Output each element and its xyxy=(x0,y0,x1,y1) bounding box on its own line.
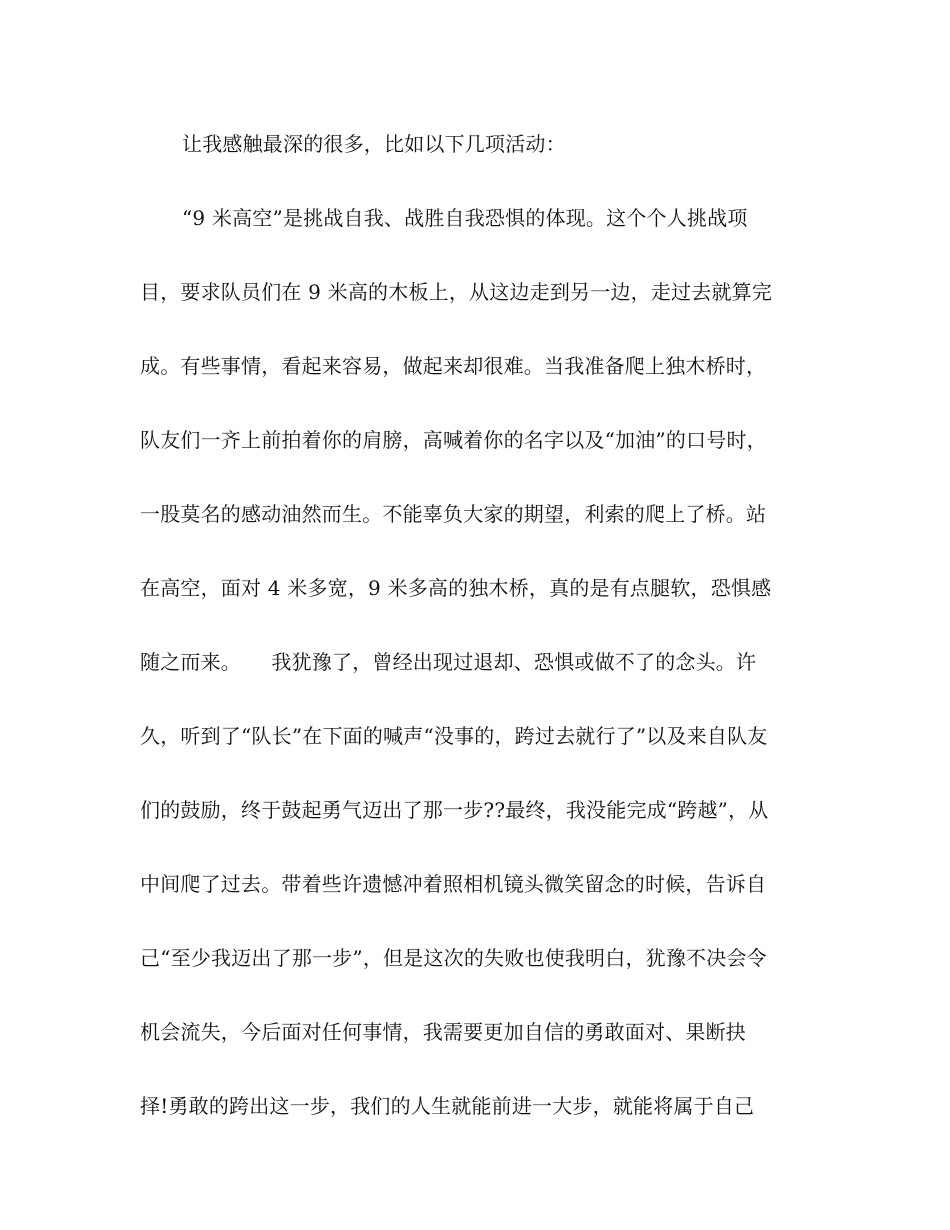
paragraph-line: 成。有些事情，看起来容易，做起来却很难。当我准备爬上独木桥时， xyxy=(140,354,767,378)
paragraph-line: 目，要求队员们在 9 米高的木板上，从这边走到另一边，走过去就算完 xyxy=(140,280,773,304)
paragraph-intro-line: 让我感触最深的很多，比如以下几项活动： xyxy=(182,132,566,156)
paragraph-line: 一股莫名的感动油然而生。不能辜负大家的期望，利索的爬上了桥。站 xyxy=(140,502,767,526)
paragraph-line: 队友们一齐上前拍着你的肩膀，高喊着你的名字以及“加油”的口号时， xyxy=(140,428,767,452)
paragraph-line: 机会流失，今后面对任何事情，我需要更加自信的勇敢面对、果断抉 xyxy=(140,1020,746,1044)
paragraph-line: 择!勇敢的跨出这一步，我们的人生就能前进一大步，就能将属于自己 xyxy=(140,1094,755,1118)
paragraph-line: 久，听到了“队长”在下面的喊声“没事的，跨过去就行了”以及来自队友 xyxy=(140,724,768,748)
paragraph-line: “9 米高空”是挑战自我、战胜自我恐惧的体现。这个个人挑战项 xyxy=(182,206,748,230)
paragraph-line: 随之而来。 我犹豫了，曾经出现过退却、恐惧或做不了的念头。许 xyxy=(140,650,757,674)
paragraph-line: 中间爬了过去。带着些许遗憾冲着照相机镜头微笑留念的时候，告诉自 xyxy=(140,872,767,896)
paragraph-line: 在高空，面对 4 米多宽，9 米多高的独木桥，真的是有点腿软，恐惧感 xyxy=(140,576,772,600)
paragraph-line: 们的鼓励，终于鼓起勇气迈出了那一步??最终，我没能完成“跨越”，从 xyxy=(140,798,769,822)
paragraph-line: 己“至少我迈出了那一步”，但是这次的失败也使我明白，犹豫不决会令 xyxy=(140,946,767,970)
